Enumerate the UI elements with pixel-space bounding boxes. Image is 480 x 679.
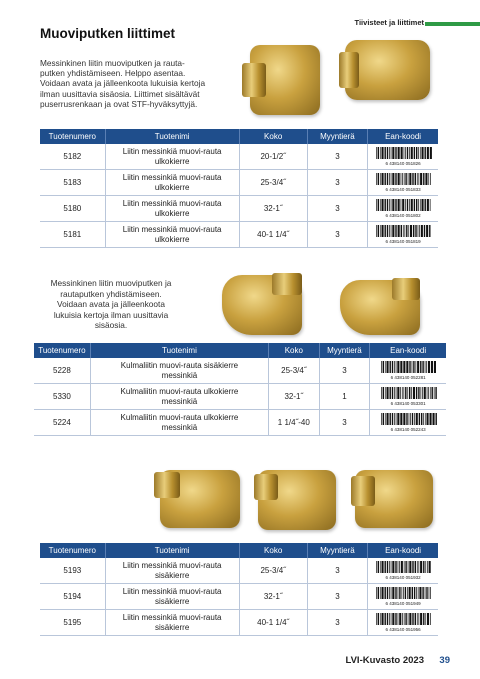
ean-code — [368, 584, 438, 610]
product-number: 5180 — [40, 196, 105, 222]
product-name-line: Kulmaliitin muovi-rauta ulkokierre — [120, 387, 239, 396]
ean-number: 6 438140 052281 — [390, 375, 426, 380]
product-size: 25-3/4˝ — [269, 358, 320, 384]
product-name — [105, 558, 239, 584]
table-row — [34, 384, 446, 410]
table-row — [40, 196, 438, 222]
product-name-line: Liitin messinkiä muovi-rauta — [122, 613, 222, 622]
product-photo-coupling — [258, 470, 336, 530]
product-name-line: ulkokierre — [154, 156, 190, 166]
ean-code — [370, 358, 446, 384]
product-name-line: sisäkierre — [155, 596, 190, 606]
product-size: 40-1 1/4˝ — [239, 222, 307, 248]
ean-code — [368, 196, 438, 222]
col-header: Myyntierä — [307, 129, 367, 144]
product-number: 5195 — [40, 610, 105, 636]
product-table-2 — [34, 343, 446, 436]
product-size: 32-1˝ — [239, 196, 307, 222]
product-table-1 — [40, 129, 438, 248]
ean-number: 6 438140 052243 — [390, 427, 426, 432]
product-name — [105, 610, 239, 636]
product-photo-coupling — [345, 40, 430, 100]
product-name-line: messinkiä — [161, 370, 198, 380]
table-row — [34, 410, 446, 436]
product-size: 32-1˝ — [239, 584, 307, 610]
ean-number: 6 438140 051949 — [385, 601, 421, 606]
product-name — [105, 196, 239, 222]
product-name-line: ulkokierre — [154, 208, 190, 218]
product-quantity: 3 — [307, 196, 367, 222]
ean-code — [370, 410, 446, 436]
ean-code — [368, 558, 438, 584]
ean-code — [368, 170, 438, 196]
product-number: 5181 — [40, 222, 105, 248]
product-name-line: ulkokierre — [154, 182, 190, 192]
table-row — [40, 222, 438, 248]
intro-line: Voidaan avata ja jälleenkoota lukuisia kertoja — [40, 78, 206, 89]
intro-line: sisäosia. — [94, 320, 128, 330]
ean-number: 6 438140 051819 — [385, 239, 421, 244]
col-header: Tuotenimi — [90, 343, 268, 358]
product-quantity: 3 — [319, 410, 370, 436]
intro-line: putken yhdistämiseen. Helppo asentaa. — [40, 68, 186, 79]
col-header: Tuotenumero — [34, 343, 90, 358]
product-photo-elbow — [222, 275, 302, 335]
product-quantity: 1 — [319, 384, 370, 410]
category-label: Tiivisteet ja liittimet — [354, 18, 424, 27]
product-quantity: 3 — [319, 358, 370, 384]
product-table-3 — [40, 543, 438, 636]
col-header: Tuotenumero — [40, 543, 105, 558]
product-name — [105, 170, 239, 196]
product-photo-coupling — [160, 470, 240, 528]
product-name-line: messinkiä — [161, 396, 198, 406]
product-number: 5193 — [40, 558, 105, 584]
col-header: Koko — [269, 343, 320, 358]
col-header: Koko — [239, 129, 307, 144]
product-name-line: ulkokierre — [154, 234, 190, 244]
table-row — [40, 558, 438, 584]
intro-line: lukuisia kertoja ilman uusittavia — [53, 309, 169, 320]
product-name-line: Liitin messinkiä muovi-rauta — [122, 173, 222, 182]
product-name — [105, 222, 239, 248]
product-photo-coupling — [355, 470, 433, 528]
product-photo-elbow — [340, 280, 420, 335]
col-header: Ean-koodi — [370, 343, 446, 358]
intro-line: Messinkinen liitin muoviputken ja — [50, 278, 172, 288]
ean-number: 6 438140 051956 — [385, 627, 421, 632]
product-name — [90, 410, 268, 436]
product-name — [90, 358, 268, 384]
ean-code — [368, 222, 438, 248]
product-name — [90, 384, 268, 410]
accent-bar — [425, 22, 480, 26]
product-quantity: 3 — [307, 222, 367, 248]
col-header: Ean-koodi — [368, 129, 438, 144]
product-name-line: Kulmaliitin muovi-rauta ulkokierre — [120, 413, 239, 422]
product-name-line: Liitin messinkiä muovi-rauta — [122, 225, 222, 234]
product-quantity: 3 — [307, 584, 367, 610]
intro-line: ilman uusittavia sisäosia. Liittimet sisältävät — [40, 88, 200, 99]
product-quantity: 3 — [307, 558, 367, 584]
product-size: 25-3/4˝ — [239, 170, 307, 196]
product-name — [105, 584, 239, 610]
intro-line: Messinkinen liitin muoviputken ja rauta- — [40, 58, 185, 68]
product-name-line: Liitin messinkiä muovi-rauta — [122, 561, 222, 570]
product-number: 5228 — [34, 358, 90, 384]
ean-code — [370, 384, 446, 410]
product-number: 5183 — [40, 170, 105, 196]
product-name-line: Liitin messinkiä muovi-rauta — [122, 147, 222, 156]
product-name-line: sisäkierre — [155, 622, 190, 632]
catalog-name: LVI-Kuvasto 2023 — [345, 655, 424, 666]
product-number: 5330 — [34, 384, 90, 410]
table-row — [34, 358, 446, 384]
product-name-line: sisäkierre — [155, 570, 190, 580]
table-row — [40, 610, 438, 636]
intro-line: rautaputken yhdistämiseen. — [60, 288, 162, 299]
product-number: 5224 — [34, 410, 90, 436]
intro-line: puserrusrenkaan ja ovat STF-hyväksyttyjä. — [40, 98, 198, 109]
table-row — [40, 170, 438, 196]
product-name-line: messinkiä — [161, 422, 198, 432]
product-name-line: Liitin messinkiä muovi-rauta — [122, 199, 222, 208]
product-size: 40-1 1/4˝ — [239, 610, 307, 636]
col-header: Myyntierä — [307, 543, 367, 558]
page-number: 39 — [439, 655, 450, 666]
section1-intro — [40, 58, 230, 109]
product-size: 1 1/4˝-40 — [269, 410, 320, 436]
ean-code — [368, 144, 438, 170]
ean-number: 6 438140 051833 — [385, 187, 421, 192]
product-quantity: 3 — [307, 144, 367, 170]
ean-number: 6 438140 051932 — [385, 575, 421, 580]
col-header: Koko — [239, 543, 307, 558]
product-quantity: 3 — [307, 170, 367, 196]
col-header: Myyntierä — [319, 343, 370, 358]
col-header: Tuotenimi — [105, 129, 239, 144]
table-row — [40, 584, 438, 610]
product-photo-coupling — [250, 45, 320, 115]
col-header: Tuotenumero — [40, 129, 105, 144]
product-name-line: Kulmaliitin muovi-rauta sisäkierre — [120, 361, 239, 370]
product-number: 5182 — [40, 144, 105, 170]
product-name — [105, 144, 239, 170]
product-size: 20-1/2˝ — [239, 144, 307, 170]
ean-number: 6 438140 051826 — [385, 161, 421, 166]
product-number: 5194 — [40, 584, 105, 610]
product-size: 32-1˝ — [269, 384, 320, 410]
product-quantity: 3 — [307, 610, 367, 636]
page-title: Muoviputken liittimet — [40, 26, 175, 41]
product-name-line: Liitin messinkiä muovi-rauta — [122, 587, 222, 596]
table-row — [40, 144, 438, 170]
col-header: Ean-koodi — [368, 543, 438, 558]
ean-number: 6 438140 051802 — [385, 213, 421, 218]
col-header: Tuotenimi — [105, 543, 239, 558]
product-size: 25-3/4˝ — [239, 558, 307, 584]
ean-code — [368, 610, 438, 636]
ean-number: 6 438140 053301 — [390, 401, 426, 406]
section2-intro — [36, 278, 186, 331]
intro-line: Voidaan avata ja jälleenkoota — [57, 299, 165, 309]
